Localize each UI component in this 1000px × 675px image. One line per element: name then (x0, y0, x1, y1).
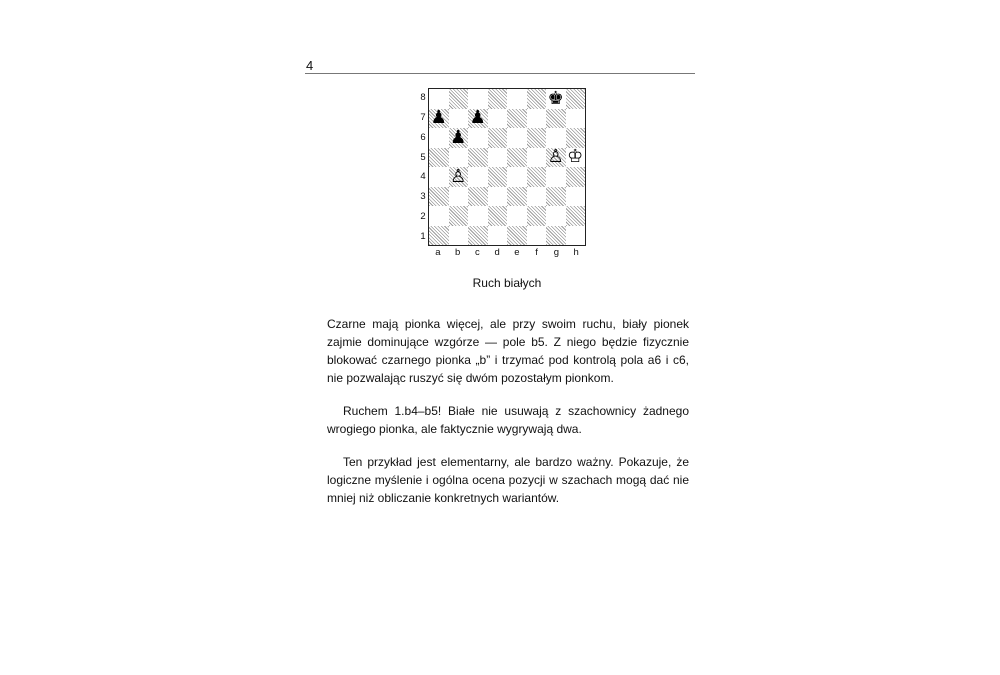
square-d4 (488, 167, 508, 187)
square-a3 (429, 187, 449, 207)
square-b5 (449, 148, 469, 168)
rank-label: 1 (420, 230, 426, 242)
white-king-icon: ♔ (567, 147, 584, 167)
file-label: a (435, 247, 441, 258)
square-c2 (468, 206, 488, 226)
square-c7 (468, 109, 488, 129)
square-g4 (546, 167, 566, 187)
file-label: h (573, 247, 579, 258)
square-f3 (527, 187, 547, 207)
body-text (327, 315, 689, 522)
square-a4 (429, 167, 449, 187)
file-label: f (535, 247, 538, 258)
square-e5 (507, 148, 527, 168)
paragraph: Ruchem 1.b4–b5! Białe nie usuwają z szachownicy żadnego wrogiego pionka, ale faktycznie wygrywają dwa. (327, 404, 689, 436)
square-d6 (488, 128, 508, 148)
square-e8 (507, 89, 527, 109)
square-h3 (566, 187, 586, 207)
square-h8 (566, 89, 586, 109)
square-b1 (449, 226, 469, 246)
square-a7 (429, 109, 449, 129)
square-f7 (527, 109, 547, 129)
black-pawn-icon: ♟ (430, 108, 447, 128)
diagram-caption: Ruch białych (472, 276, 542, 290)
square-e3 (507, 187, 527, 207)
square-h7 (566, 109, 586, 129)
square-e1 (507, 226, 527, 246)
paragraph: Ten przykład jest elementarny, ale bardzo ważny. Pokazuje, że logiczne myślenie i ogólna ocena pozycji w szachach mogą dać nie mniej niż obliczanie konkretnych wariantów. (327, 455, 689, 505)
square-a1 (429, 226, 449, 246)
square-g3 (546, 187, 566, 207)
square-g7 (546, 109, 566, 129)
file-label: c (475, 247, 480, 258)
black-king-icon: ♚ (547, 89, 564, 109)
rank-label: 6 (420, 131, 426, 143)
square-d3 (488, 187, 508, 207)
square-c4 (468, 167, 488, 187)
square-c3 (468, 187, 488, 207)
square-b3 (449, 187, 469, 207)
file-labels (428, 247, 586, 259)
white-pawn-icon: ♙ (450, 167, 467, 187)
square-d2 (488, 206, 508, 226)
square-a6 (429, 128, 449, 148)
file-label: g (553, 247, 560, 258)
square-g6 (546, 128, 566, 148)
square-f6 (527, 128, 547, 148)
square-e4 (507, 167, 527, 187)
black-pawn-icon: ♟ (469, 108, 486, 128)
square-f4 (527, 167, 547, 187)
square-h2 (566, 206, 586, 226)
square-a2 (429, 206, 449, 226)
square-d1 (488, 226, 508, 246)
square-b6 (449, 128, 469, 148)
paragraph: Czarne mają pionka więcej, ale przy swoim ruchu, biały pionek zajmie dominujące wzgórze — pole b5. Z niego będzie fizycznie blokować czarnego pionka „b” i trzymać pod kontrolą pola a6 i c6, nie pozwalając ruszyć się dwóm pozostałym pionkom. (327, 317, 689, 385)
square-c8 (468, 89, 488, 109)
square-e2 (507, 206, 527, 226)
square-h4 (566, 167, 586, 187)
square-g8 (546, 89, 566, 109)
square-h6 (566, 128, 586, 148)
square-c6 (468, 128, 488, 148)
square-e7 (507, 109, 527, 129)
header-rule (305, 73, 695, 74)
square-h1 (566, 226, 586, 246)
rank-label: 5 (420, 151, 426, 163)
rank-labels (418, 88, 428, 246)
square-b7 (449, 109, 469, 129)
square-d7 (488, 109, 508, 129)
square-g2 (546, 206, 566, 226)
square-f5 (527, 148, 547, 168)
file-label: d (494, 247, 500, 258)
square-c1 (468, 226, 488, 246)
rank-label: 3 (420, 191, 426, 203)
square-d5 (488, 148, 508, 168)
black-pawn-icon: ♟ (450, 128, 467, 148)
square-c5 (468, 148, 488, 168)
square-a5 (429, 148, 449, 168)
square-a8 (429, 89, 449, 109)
page-number: 4 (306, 58, 314, 73)
square-g5 (546, 148, 566, 168)
square-f1 (527, 226, 547, 246)
rank-label: 4 (420, 171, 426, 183)
white-pawn-icon: ♙ (547, 147, 564, 167)
square-b4 (449, 167, 469, 187)
square-f2 (527, 206, 547, 226)
square-f8 (527, 89, 547, 109)
square-b2 (449, 206, 469, 226)
square-d8 (488, 89, 508, 109)
rank-label: 8 (420, 92, 426, 104)
square-e6 (507, 128, 527, 148)
square-g1 (546, 226, 566, 246)
square-h5 (566, 148, 586, 168)
square-b8 (449, 89, 469, 109)
file-label: b (454, 247, 461, 258)
file-label: e (514, 247, 520, 258)
rank-label: 7 (420, 112, 426, 124)
rank-label: 2 (420, 210, 426, 222)
chess-board (428, 88, 586, 246)
